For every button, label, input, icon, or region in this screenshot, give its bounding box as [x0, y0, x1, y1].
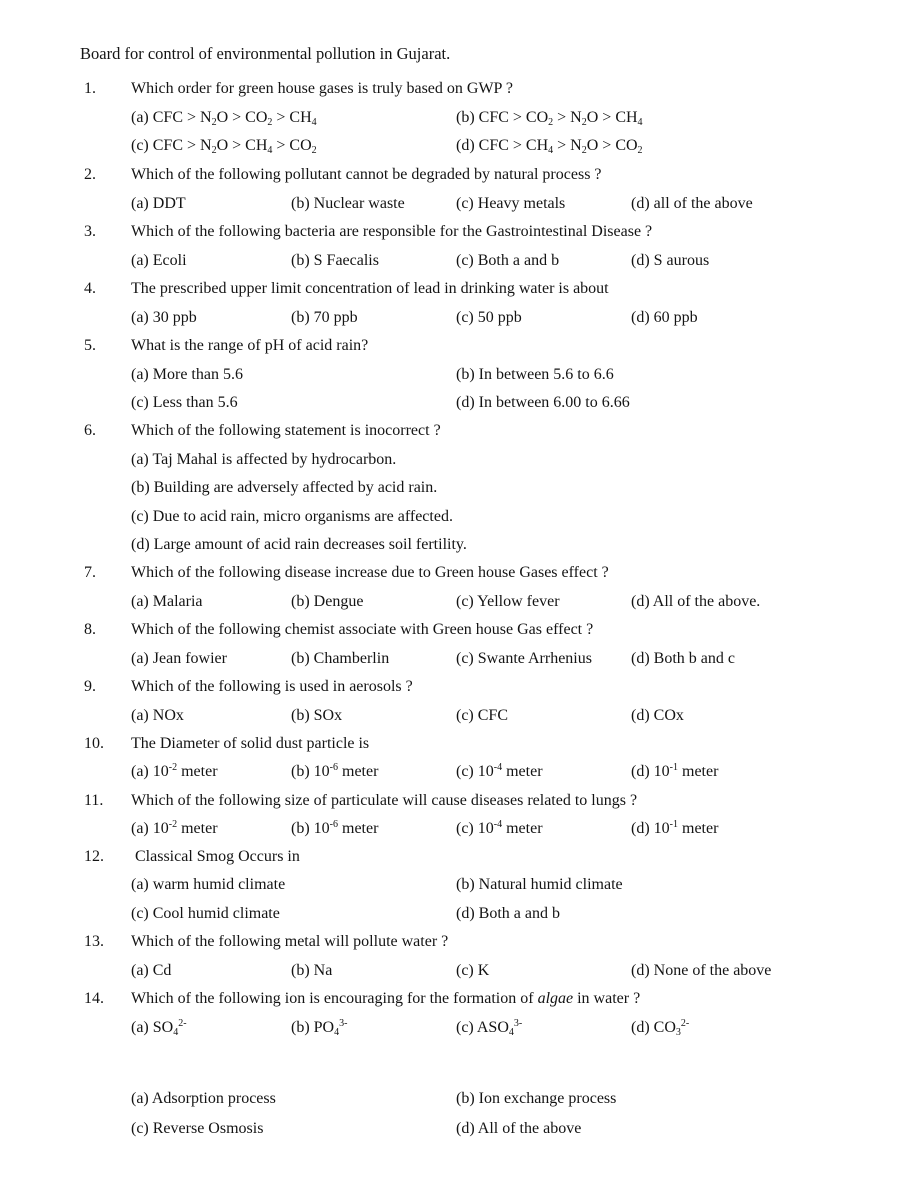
question-13 [0, 933, 900, 955]
question-5 [0, 337, 900, 359]
option-d: (d) COx [631, 707, 684, 724]
option-a: (a) $10^{-2}$ meter [131, 819, 218, 837]
question-number: 5. [84, 337, 96, 354]
option-b: (b) In between 5.6 to 6.6 [456, 366, 614, 383]
question-7 [0, 564, 900, 586]
question-text: Which of the following pollutant cannot be degraded by natural process ? [131, 166, 602, 183]
option-d: (d) In between 6.00 to 6.66 [456, 394, 630, 411]
document-header: Board for control of environmental pollution in Gujarat. [80, 44, 451, 63]
option-a: (a) $SO_4^{2-}$ [131, 1018, 187, 1038]
option-d: (d) All of the above [456, 1120, 582, 1137]
option-a: (a) Malaria [131, 593, 203, 610]
option-c: (c) Cool humid climate [131, 905, 280, 922]
option-b: (b) $10^{-6}$ meter [291, 819, 379, 837]
option-c: (c) Less than 5.6 [131, 394, 238, 411]
option-a: (a) NOx [131, 707, 184, 724]
option-c: (c) 50 ppb [456, 309, 522, 326]
question-text: Which of the following metal will pollute water ? [131, 933, 449, 950]
option-d: (d) Both a and b [456, 905, 560, 922]
question-text: Which of the following chemist associate with Green house Gas effect ? [131, 621, 594, 638]
question-11 [0, 792, 900, 814]
option-c: (c) CFC [456, 707, 508, 724]
question-2 [0, 166, 900, 188]
option-a: (a) warm humid climate [131, 876, 286, 893]
option-c: (c) Heavy metals [456, 195, 566, 212]
option-c: (c) K [456, 962, 490, 979]
option-d: (d) $CO_3^{2-}$ [631, 1018, 690, 1038]
question-text: Which of the following disease increase due to Green house Gases effect ? [131, 564, 609, 581]
option-b: (b) Ion exchange process [456, 1090, 617, 1107]
option-a: (a) $10^{-2}$ meter [131, 762, 218, 780]
question-text: Which of the following ion is encouraging for the formation of algae in water ? [131, 990, 641, 1007]
question-number: 1. [84, 80, 96, 97]
question-number: 9. [84, 678, 96, 695]
question-number: 14. [84, 990, 104, 1007]
option-d: (d) all of the above [631, 195, 753, 212]
option-c: (c) $10^{-4}$ meter [456, 762, 543, 780]
option-a: (a) Jean fowier [131, 650, 227, 667]
question-number: 3. [84, 223, 96, 240]
question-4 [0, 280, 900, 302]
option-b: (b) Natural humid climate [456, 876, 623, 893]
question-1 [0, 80, 900, 102]
question-text: What is the range of pH of acid rain? [131, 337, 369, 354]
option-b: (b) $10^{-6}$ meter [291, 762, 379, 780]
option-c: (c) Reverse Osmosis [131, 1120, 264, 1137]
question-12 [0, 848, 900, 870]
option-b: (b) Chamberlin [291, 650, 390, 667]
question-3 [0, 223, 900, 245]
question-14 [0, 990, 900, 1012]
option-b: (b) S Faecalis [291, 252, 379, 269]
question-8 [0, 621, 900, 643]
option-a: (a) Ecoli [131, 252, 187, 269]
option-a: (a) Cd [131, 962, 172, 979]
question-number: 6. [84, 422, 96, 439]
question-number: 12. [84, 848, 104, 865]
option-b: (b) 70 ppb [291, 309, 358, 326]
question-text: Classical Smog Occurs in [135, 848, 300, 865]
option-c: (c) Both a and b [456, 252, 560, 269]
question-text: Which of the following bacteria are responsible for the Gastrointestinal Disease ? [131, 223, 653, 240]
option-c: (c) Due to acid rain, micro organisms are affected. [131, 508, 453, 525]
option-b: (b) Building are adversely affected by acid rain. [131, 479, 438, 496]
option-d: (d) None of the above [631, 962, 772, 979]
option-a: (a) DDT [131, 195, 186, 212]
option-d: (d) CFC > $CH_4 > N_2O > CO_2$ [456, 137, 643, 156]
question-number: 2. [84, 166, 96, 183]
question-text: Which order for green house gases is truly based on GWP ? [131, 80, 513, 97]
option-a: (a) Adsorption process [131, 1090, 276, 1107]
option-b: (b) Nuclear waste [291, 195, 405, 212]
option-b: (b) $PO_4^{3-}$ [291, 1018, 348, 1038]
option-d: (d) Both b and c [631, 650, 735, 667]
question-text: Which of the following size of particulate will cause diseases related to lungs ? [131, 792, 638, 809]
question-number: 8. [84, 621, 96, 638]
option-c: (c) Swante Arrhenius [456, 650, 592, 667]
option-b: (b) CFC > $CO_2 > N_2O > CH_4$ [456, 109, 643, 128]
option-a: (a) More than 5.6 [131, 366, 243, 383]
question-text: The Diameter of solid dust particle is [131, 735, 370, 752]
question-number: 11. [84, 792, 104, 809]
option-c: (c) $ASO_4^{3-}$ [456, 1018, 523, 1038]
option-d: (d) All of the above. [631, 593, 761, 610]
option-a: (a) CFC > $N_2O > CO_2 > CH_4$ [131, 109, 317, 128]
option-c: (c) $10^{-4}$ meter [456, 819, 543, 837]
option-d: (d) 60 ppb [631, 309, 698, 326]
question-number: 13. [84, 933, 104, 950]
question-9 [0, 678, 900, 700]
question-text: Which of the following statement is inocorrect ? [131, 422, 441, 439]
option-d: (d) S aurous [631, 252, 710, 269]
option-a: (a) Taj Mahal is affected by hydrocarbon. [131, 451, 397, 468]
question-number: 10. [84, 735, 104, 752]
option-a: (a) 30 ppb [131, 309, 197, 326]
option-b: (b) Na [291, 962, 333, 979]
question-6 [0, 422, 900, 444]
option-b: (b) SOx [291, 707, 343, 724]
option-d: (d) Large amount of acid rain decreases soil fertility. [131, 536, 467, 553]
question-text: Which of the following is used in aerosols ? [131, 678, 413, 695]
question-text: The prescribed upper limit concentration of lead in drinking water is about [131, 280, 609, 297]
option-d: (d) $10^{-1}$ meter [631, 819, 719, 837]
option-d: (d) $10^{-1}$ meter [631, 762, 719, 780]
question-number: 4. [84, 280, 96, 297]
question-number: 7. [84, 564, 96, 581]
option-c: (c) Yellow fever [456, 593, 560, 610]
option-b: (b) Dengue [291, 593, 364, 610]
question-10 [0, 735, 900, 757]
option-c: (c) CFC > $N_2O > CH_4 > CO_2$ [131, 137, 317, 156]
